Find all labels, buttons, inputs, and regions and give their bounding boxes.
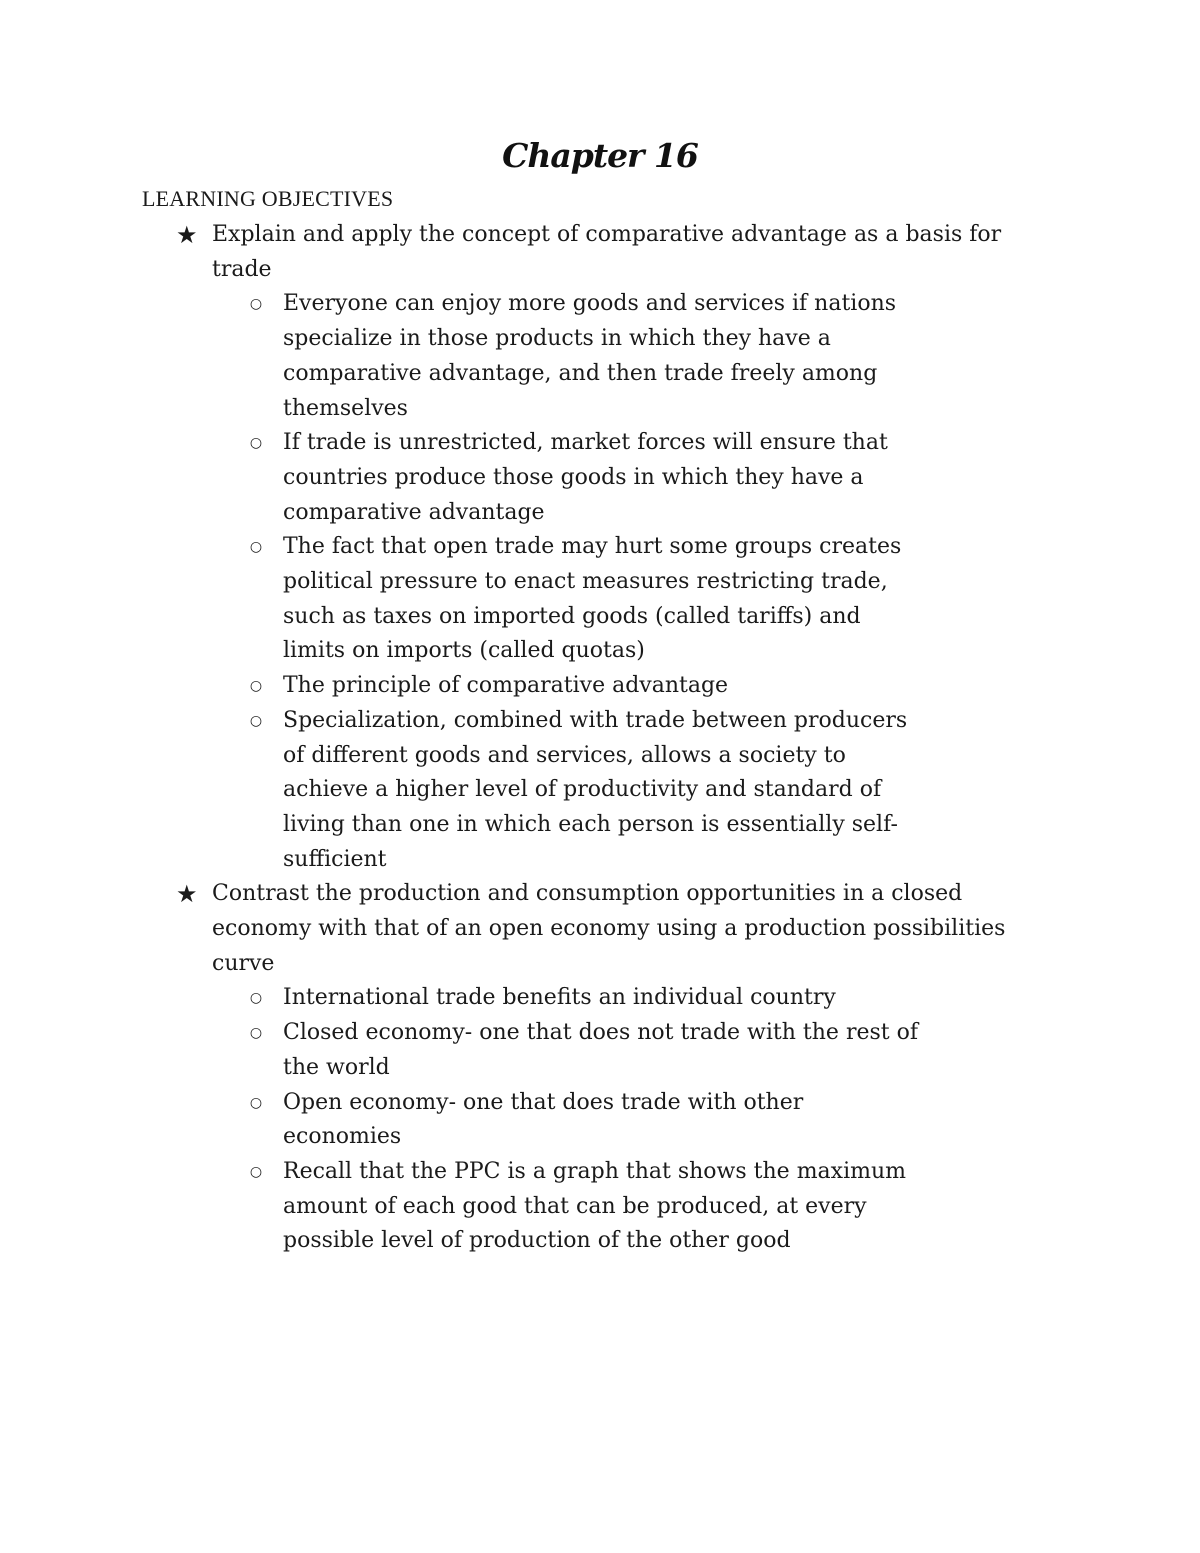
sub-point-text: Recall that the PPC is a graph that shows the maximum amount of each good that can be produced, at every possible level of production of the other good xyxy=(283,1158,907,1254)
page-title: Chapter 16 xyxy=(502,136,698,175)
sub-point-text: Open economy- one that does trade with other economies xyxy=(283,1089,804,1150)
sub-point xyxy=(0,669,1060,704)
sub-point-text: The principle of comparative advantage xyxy=(283,673,729,699)
circle-bullet-icon: ○ xyxy=(249,678,263,695)
star-bullet-icon: ★ xyxy=(176,221,198,249)
sub-point xyxy=(0,1016,1060,1085)
sub-point xyxy=(0,1086,1060,1155)
sub-point xyxy=(0,704,1060,878)
objective-text: Contrast the production and consumption opportunities in a closed economy with that of an open economy using a production possibilities curve xyxy=(212,881,1006,976)
objective-item xyxy=(0,877,1200,1259)
circle-bullet-icon: ○ xyxy=(249,1163,263,1180)
objective-text: Explain and apply the concept of comparative advantage as a basis for trade xyxy=(212,222,1002,282)
circle-bullet-icon: ○ xyxy=(249,1025,263,1042)
circle-bullet-icon: ○ xyxy=(249,539,263,556)
star-bullet-icon: ★ xyxy=(176,880,198,909)
sub-point-text: Specialization, combined with trade between producers of different goods and services, allows a society to achieve a higher level of productivity and standard of living than one in which each person is essentially self-sufficient xyxy=(283,707,908,872)
objectives-list xyxy=(0,218,1200,1259)
section-heading: LEARNING OBJECTIVES xyxy=(142,186,394,211)
circle-bullet-icon: ○ xyxy=(249,296,263,313)
sub-point-text: Closed economy- one that does not trade with the rest of the world xyxy=(283,1020,918,1080)
sub-point-text: Everyone can enjoy more goods and services if nations specialize in those products in which they have a comparative advantage, and then trade freely among themselves xyxy=(283,291,897,421)
sub-point xyxy=(0,530,1060,669)
circle-bullet-icon: ○ xyxy=(249,435,263,452)
circle-bullet-icon: ○ xyxy=(249,990,263,1007)
sub-point xyxy=(0,426,1060,530)
circle-bullet-icon: ○ xyxy=(249,1094,263,1111)
sub-point-text: International trade benefits an individual country xyxy=(283,985,836,1011)
sub-point-text: If trade is unrestricted, market forces will ensure that countries produce those goods in which they have a comparative advantage xyxy=(283,430,888,525)
sub-point xyxy=(0,287,1060,426)
sub-point xyxy=(0,981,1060,1016)
sub-point xyxy=(0,1155,1060,1259)
circle-bullet-icon: ○ xyxy=(249,712,263,729)
sub-point-text: The fact that open trade may hurt some groups creates political pressure to enact measures restricting trade, such as taxes on imported goods (called tariffs) and limits on imports (called quotas) xyxy=(283,534,902,664)
objective-item xyxy=(0,218,1200,877)
